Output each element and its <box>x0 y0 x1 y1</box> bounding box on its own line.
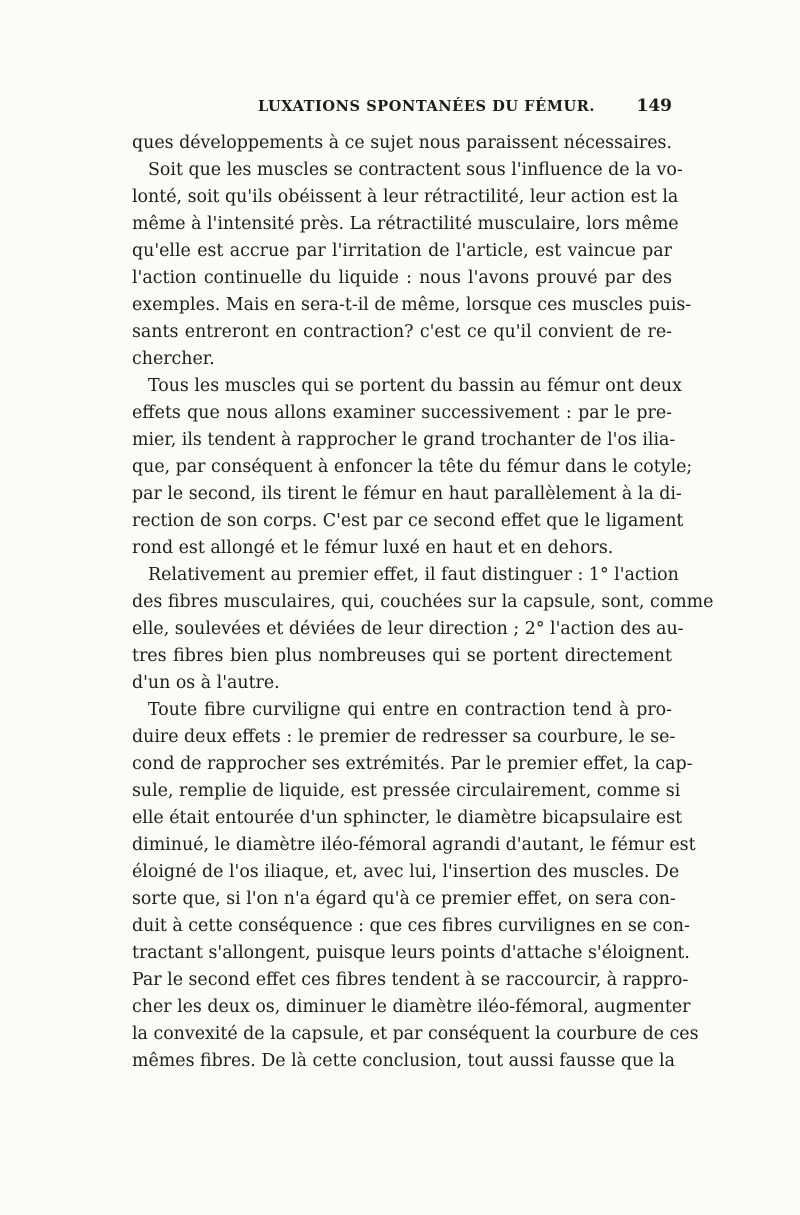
body-text <box>132 130 714 1075</box>
text-line: mier, ils tendent à rapprocher le grand trochanter de l'os ilia- <box>132 430 676 450</box>
text-line: même à l'intensité près. La rétractilité musculaire, lors même <box>132 214 679 234</box>
text-line: Relativement au premier effet, il faut distinguer : 1° l'action <box>148 565 679 585</box>
text-line: la convexité de la capsule, et par conséquent la courbure de ces <box>132 1024 699 1044</box>
text-line: éloigné de l'os iliaque, et, avec lui, l'insertion des muscles. De <box>132 862 680 882</box>
text-line: duit à cette conséquence : que ces fibres curvilignes en se con- <box>132 916 690 936</box>
text-line: diminué, le diamètre iléo-fémoral agrandi d'autant, le fémur est <box>132 835 696 855</box>
text-line: sants entreront en contraction? c'est ce qu'il convient de re- <box>132 322 672 342</box>
text-line: chercher. <box>132 349 215 369</box>
text-line: Toute fibre curviligne qui entre en contraction tend à pro- <box>148 700 672 720</box>
text-line: sule, remplie de liquide, est pressée circulairement, comme si <box>132 781 681 801</box>
text-line: sorte que, si l'on n'a égard qu'à ce premier effet, on sera con- <box>132 889 676 909</box>
text-line: d'un os à l'autre. <box>132 673 280 693</box>
text-line: Par le second effet ces fibres tendent à se raccourcir, à rappro- <box>132 970 689 990</box>
text-line: qu'elle est accrue par l'irritation de l'article, est vaincue par <box>132 241 672 261</box>
text-line: rond est allongé et le fémur luxé en haut et en dehors. <box>132 538 614 558</box>
text-line: duire deux effets : le premier de redresser sa courbure, le se- <box>132 727 676 747</box>
running-title: LUXATIONS SPONTANÉES DU FÉMUR. <box>258 98 596 115</box>
text-line: Tous les muscles qui se portent du bassin au fémur ont deux <box>148 376 682 396</box>
text-line: que, par conséquent à enfoncer la tête du fémur dans le cotyle; <box>132 457 693 477</box>
text-line: effets que nous allons examiner successivement : par le pre- <box>132 403 672 423</box>
text-line: l'action continuelle du liquide : nous l'avons prouvé par des <box>132 268 672 288</box>
text-line: des fibres musculaires, qui, couchées sur la capsule, sont, comme <box>132 592 714 612</box>
text-line: lonté, soit qu'ils obéissent à leur rétractilité, leur action est la <box>132 187 679 207</box>
page-number: 149 <box>636 96 672 116</box>
text-line: ques développements à ce sujet nous paraissent nécessaires. <box>132 133 672 153</box>
text-line: exemples. Mais en sera-t-il de même, lorsque ces muscles puis- <box>132 295 692 315</box>
text-line: cond de rapprocher ses extrémités. Par le premier effet, la cap- <box>132 754 693 774</box>
text-line: rection de son corps. C'est par ce second effet que le ligament <box>132 511 684 531</box>
running-head <box>132 96 672 124</box>
text-line: cher les deux os, diminuer le diamètre iléo-fémoral, augmenter <box>132 997 691 1017</box>
text-line: tractant s'allongent, puisque leurs points d'attache s'éloignent. <box>132 943 690 963</box>
text-line: elle, soulevées et déviées de leur direction ; 2° l'action des au- <box>132 619 684 639</box>
text-line: par le second, ils tirent le fémur en haut parallèlement à la di- <box>132 484 682 504</box>
text-line: mêmes fibres. De là cette conclusion, tout aussi fausse que la <box>132 1051 675 1071</box>
text-line: Soit que les muscles se contractent sous l'influence de la vo- <box>148 160 683 180</box>
text-line: tres fibres bien plus nombreuses qui se portent directement <box>132 646 672 666</box>
text-line: elle était entourée d'un sphincter, le diamètre bicapsulaire est <box>132 808 683 828</box>
